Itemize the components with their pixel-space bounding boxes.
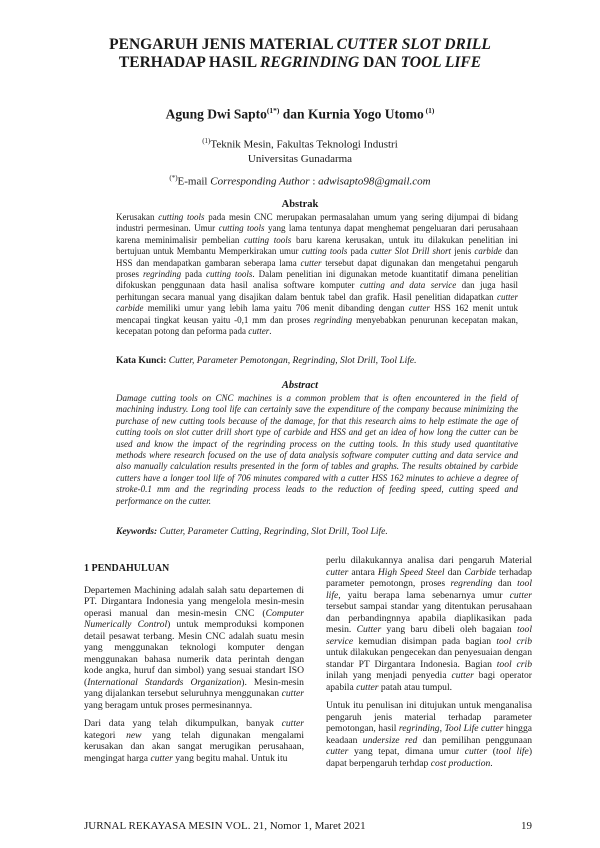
abstrak-heading: Abstrak [281, 199, 319, 210]
section-heading: 1 PENDAHULUAN [84, 563, 170, 574]
keywords: Keywords: Cutter, Parameter Cutting, Regrinding, Slot Drill, Tool Life. [116, 527, 388, 537]
paragraph: Untuk itu penulisan ini ditujukan untuk menganalisa pengaruh jenis material terhadap parameter pemotongan, hasil regrinding, Tool Life cutter hingga keadaan undersize red dan pemilihan penggunaan cutter yang tepat, dimana umur cutter (tool life) dapat berpengaruh terhdap cost production. [326, 700, 533, 769]
right-column [326, 555, 532, 776]
abstract-body: Damage cutting tools on CNC machines is a common problem that is often encountered in the field of machining industry. Long tool life can certainly save the expenditure of the company because minimizing the purchase of new cutting tools because of the damage, for that this research aims to help estimate the age of cutting tools on slot cutter drill short type of carbide and HSS and get an idea of how long the cutter can be used and know the impact of the regrinding process on the cutting tools. In this study used quantitative methods where research focused on the use of data analysis software computer cutting and data service and also manually calculation results presented in the form of tables and graphs. The results obtained by carbide cutters have a longer tool life of 706 minutes compared with a cutter HSS 162 minutes to achieve a degree of stroke-0.1 mm and the regrinding process leads to the reduction of feeding speed, cutting speed and performance on the cutter. [116, 393, 518, 506]
paper-title [40, 36, 560, 72]
page-number: 19 [521, 820, 532, 832]
title-line-1: PENGARUH JENIS MATERIAL CUTTER SLOT DRILL [109, 36, 491, 53]
paragraph: Dari data yang telah dikumpulkan, banyak cutter kategori new yang telah digunakan mengalami kerusakan dan akan sangat merugikan perusahaan, mengingat harga cutter yang begitu mahal. Untuk itu [84, 718, 304, 764]
paragraph: perlu dilakukannya analisa dari pengaruh Material cutter antara High Speed Steel dan Carbide terhadap parameter pemotongn, proses regrending dan tool life, yaitu berapa lama sebenarnya umur cutter tersebut sampai standar yang ditentukan perusahaan dan perbandingnnya apabila diaplikasikan pada mesin. Cutter yang baru dibeli oleh bagaian tool service kemudian disimpan pada bagian tool crib untuk dilakukan pengecekan dan penyesuaian dengan standar PT Dirgantara Indonesia. Bagian tool crib inilah yang menjadi penyedia cutter bagi operator apabila cutter patah atau tumpul. [326, 555, 533, 693]
affiliation: $^{(1)}$Teknik Mesin, Fakultas Teknologi Industri Universitas Gunadarma [202, 137, 398, 165]
author-2: Kurnia Yogo Utomo [307, 106, 424, 122]
authors: Agung Dwi Sapto$^{(1*)}$ dan Kurnia Yogo Utomo $^{(1)}$ [165, 106, 435, 122]
left-column [84, 563, 304, 771]
email-line: (*)E-mail Corresponding Author : adwisapto98@gmail.com [169, 174, 431, 188]
title-line-2: TERHADAP HASIL REGRINDING DAN TOOL LIFE [118, 54, 482, 71]
email-address: adwisapto98@gmail.com [318, 175, 431, 188]
abstrak-body: Kerusakan cutting tools pada mesin CNC merupakan permasalahan umum yang sering dijumpai di bidang industri permesinan. Umur cutting tools yang lama tentunya dapat menghemat pengeluaran dari perusahaan karena meminimalisir pembelian cutting tools baru karena kerusakan, untuk itu dilakukan penelitian ini bertujuan untuk Membantu Memperkirakan umur cutting tools pada cutter Slot Drill short jenis carbide dan HSS dan mendapatkan gambaran seberapa lama cutter tersebut dapat digunakan dan mengetahui pengaruh proses regrinding pada cutting tools. Dalam penelitian ini digunakan metode kuantitatif dimana penelitian difokuskan penggunaan data hasil analisa software komputer cutting and data service dan juga hasil perhitungan secara manual yang disajikan dalam bentuk tabel dan grafik. Hasil penelitian didapatkan cutter carbide memiliki umur yang lebih lama yaitu 706 menit dibanding dengan cutter HSS 162 menit untuk mencapai tingkat keusan yaitu -0,1 mm dan proses regrinding menyebabkan penurunan kecepatan makan, kecepatan potong dan peforma pada cutter. [116, 212, 519, 337]
abstract-heading: Abstract [281, 380, 319, 391]
author-1: Agung Dwi Sapto [165, 106, 267, 122]
paragraph: Departemen Machining adalah salah satu departemen di PT. Dirgantara Indonesia yang mengelola mesin-mesin operasi manual dan mesin-mesin CNC (Computer Numerically Control) untuk memproduksi komponen detail pesawat terbang. Mesin CNC adalah suatu mesin yang menggunakan teknologi komputer dengan menggunakan bahasa numerik data perintah dengan kode angka, huruf dan simbol) yang sesuai standart ISO (International Standards Organization). Mesin-mesin yang dijalankan tersebut seluruhnya menggunakan cutter yang beragam untuk proses permesinannya. [84, 584, 304, 711]
kata-kunci: Kata Kunci: Cutter, Parameter Pemotongan, Regrinding, Slot Drill, Tool Life. [116, 356, 417, 366]
page-footer [84, 820, 532, 832]
journal-name: JURNAL REKAYASA MESIN VOL. 21, Nomor 1, Maret 2021 [84, 820, 366, 832]
